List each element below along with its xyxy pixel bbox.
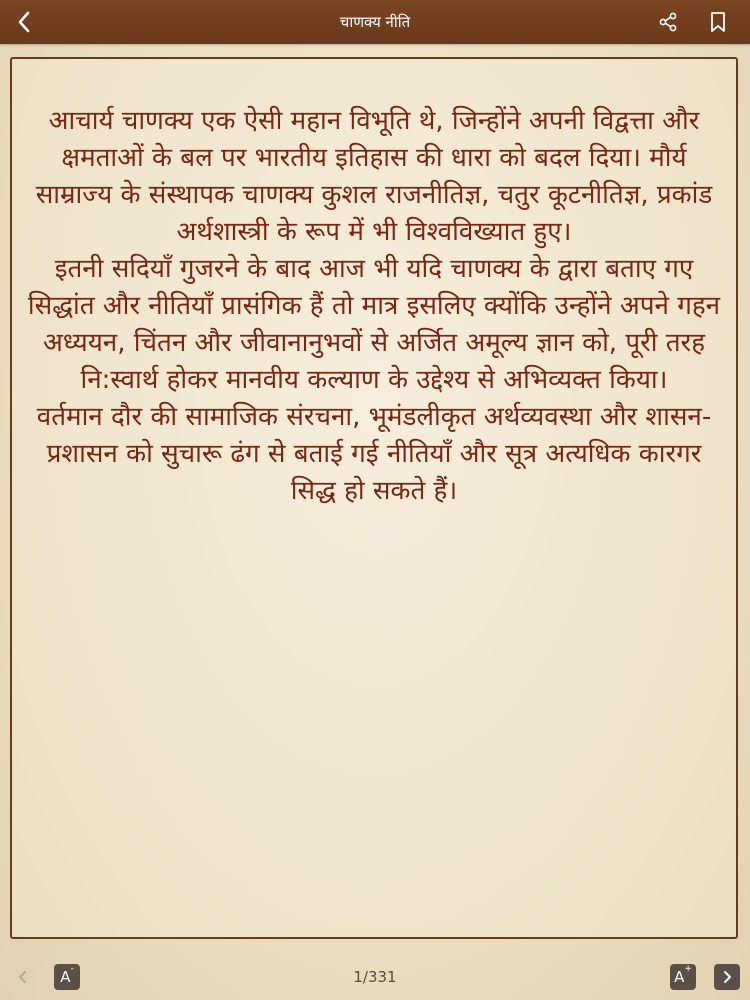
paragraph-1: आचार्य चाणक्य एक ऐसी महान विभूति थे, जिन्होंने अपनी विद्वत्ता और क्षमताओं के बल पर भारतीय इतिहास की धारा को बदल दिया। मौर्य साम्राज्य के संस्थापक चाणक्य कुशल राजनीतिज्ञ, चतुर कूटनीतिज्ञ, प्रकांड अर्थशास्त्री के रूप में भी विश्वविख्यात हुए। bbox=[35, 106, 713, 247]
increase-font-label: A+ bbox=[674, 964, 692, 986]
chevron-right-icon bbox=[721, 970, 733, 984]
decrease-font-label: A- bbox=[60, 964, 74, 986]
share-button[interactable] bbox=[652, 6, 684, 38]
increase-font-button[interactable] bbox=[670, 964, 696, 990]
top-navigation-bar bbox=[0, 0, 750, 44]
content-text bbox=[24, 103, 724, 510]
page-title: चाणक्य नीति bbox=[339, 13, 411, 31]
paragraph-2: इतनी सदियाँ गुजरने के बाद आज भी यदि चाणक्य के द्वारा बताए गए सिद्धांत और नीतियाँ प्रासंगिक हैं तो मात्र इसलिए क्योंकि उन्होंने अपने गहन अध्ययन, चिंतन और जीवानानुभवों से अर्जित अमूल्य ज्ञान को, पूरी तरह नि:स्वार्थ होकर मानवीय कल्याण के उद्देश्य से अभिव्यक्त किया। bbox=[27, 254, 721, 395]
bookmark-button[interactable] bbox=[702, 6, 734, 38]
content-frame bbox=[10, 57, 738, 939]
bookmark-icon bbox=[708, 11, 728, 33]
share-icon bbox=[657, 11, 679, 33]
next-page-button[interactable] bbox=[714, 964, 740, 990]
paragraph-3: वर्तमान दौर की सामाजिक संरचना, भूमंडलीकृत अर्थव्यवस्था और शासन-प्रशासन को सुचारू ढंग से बताई गई नीतियाँ और सूत्र अत्यधिक कारगर सिद्ध हो सकते हैं। bbox=[36, 402, 712, 506]
footer-toolbar bbox=[0, 952, 750, 1000]
page-indicator: 1/331 bbox=[353, 968, 397, 986]
